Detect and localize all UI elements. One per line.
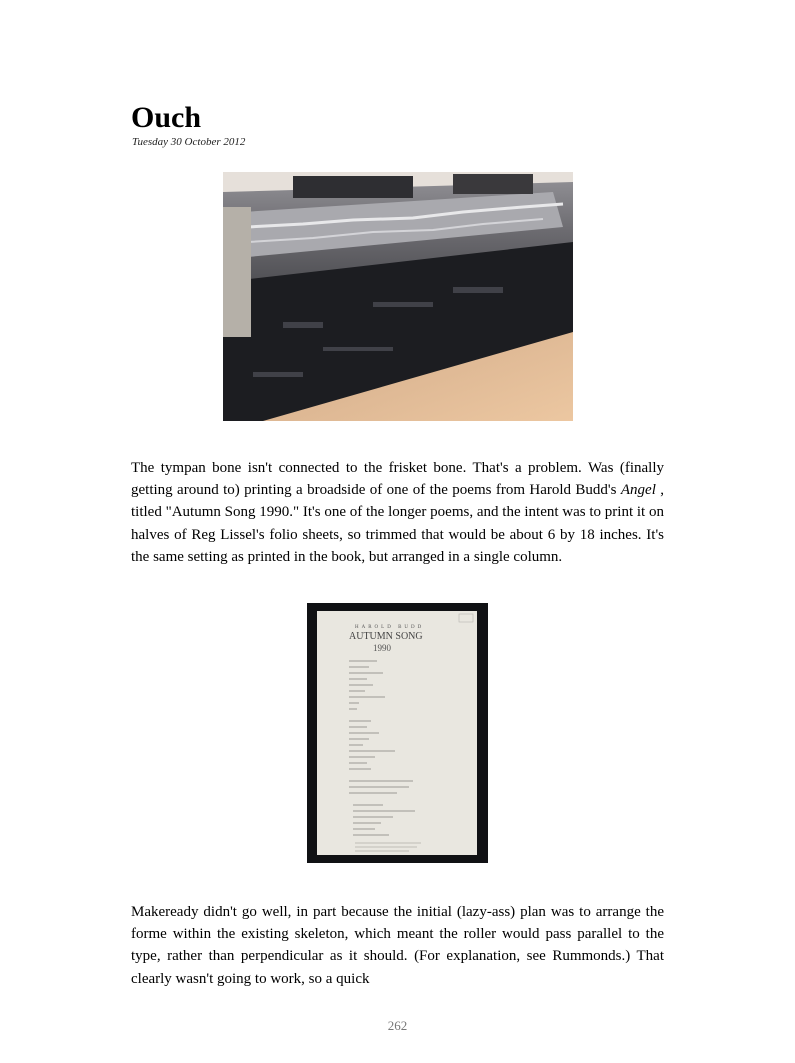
proof-sheet: [317, 611, 477, 855]
paragraph-1-part-b: , titled "Autumn Song 1990." It's one of the longer poems, and the intent was to print it on halves of Reg Lissel's folio sheets, so trimmed that would be about 6 by 18 inches. It's the same setting as printed in the book, but arranged in a single column.: [131, 482, 665, 565]
paragraph-2: Makeready didn't go well, in part because the initial (lazy-ass) plan was to arrange the forme within the existing skeleton, which meant the roller would pass parallel to the type, rather than perpendicular as it should. (For explanation, see Rummonds.) That clearly wasn't going to work, so a quick: [131, 904, 664, 987]
page-number: 262: [387, 1018, 408, 1033]
book-title-angel: Angel: [620, 482, 656, 499]
tympan-frame-photo: [223, 172, 573, 421]
broadside-proof-photo: [307, 603, 488, 863]
proof-author-line: HAROLD BUDD: [355, 625, 425, 630]
paragraph-1-part-a: The tympan bone isn't connected to the frisket bone. That's a problem. Was (finally getting around to) printing a broadside of one of the poems from Harold Budd's: [131, 460, 664, 499]
proof-sheet-illustration: [317, 611, 477, 855]
proof-title-line: AUTUMN SONG: [349, 631, 423, 642]
proof-year-line: 1990: [373, 643, 391, 653]
post-title: Ouch: [131, 101, 202, 134]
tympan-frame-illustration: [223, 172, 573, 421]
paragraph-1: [131, 457, 664, 568]
post-date: Tuesday 30 October 2012: [132, 136, 246, 148]
